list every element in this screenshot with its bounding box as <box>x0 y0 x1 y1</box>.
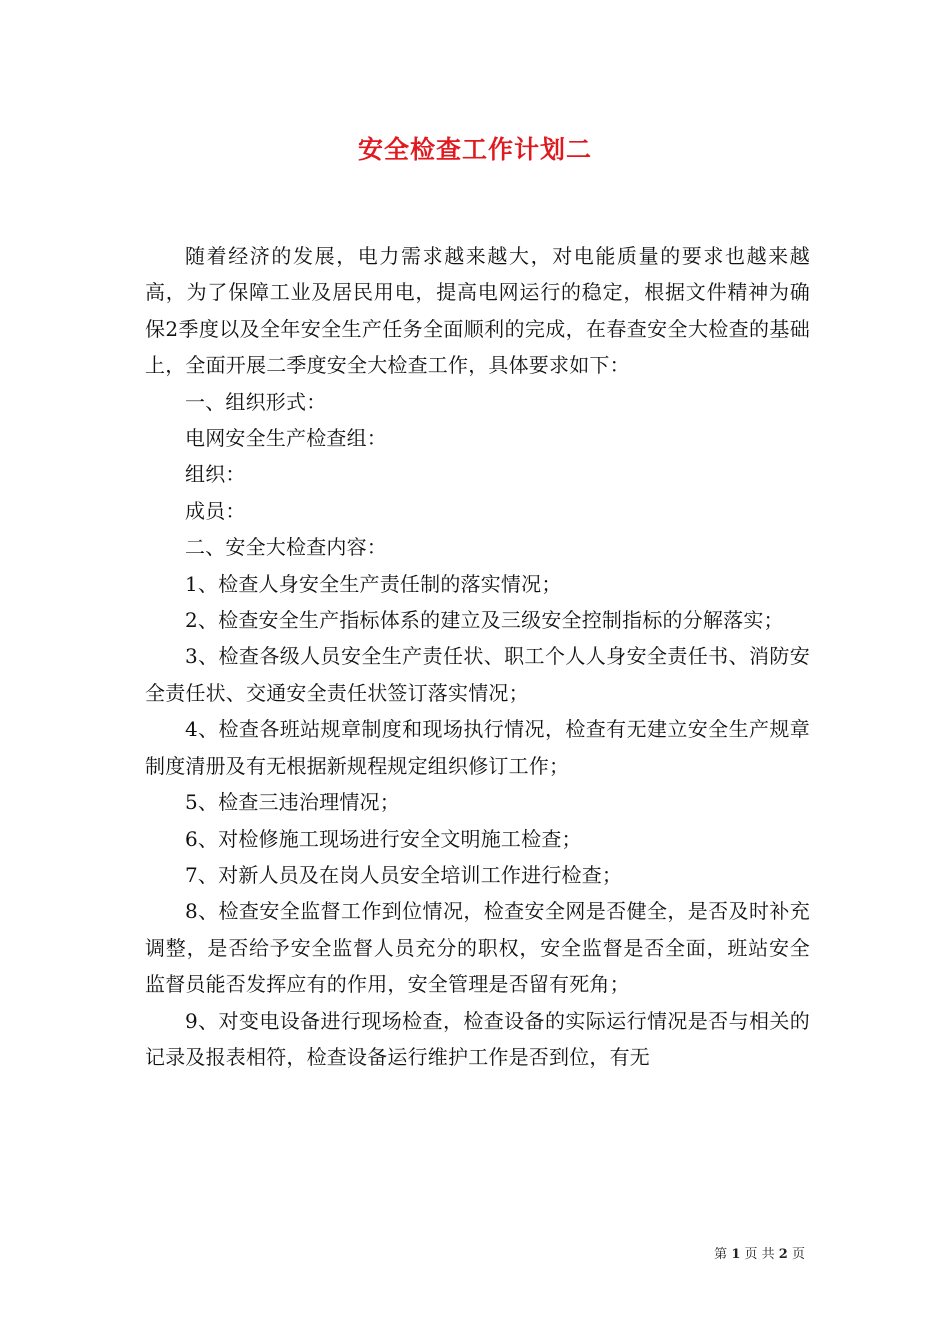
paragraph-organizer: 组织： <box>185 462 246 487</box>
section-heading-organization: 一、组织形式： <box>185 389 327 414</box>
list-item-9: 9、对变电设备进行现场检查，检查设备的实际运行情况是否与相关的记录及报表相符，检查设备运行维护工作是否到位，有无 <box>145 1008 810 1069</box>
list-item-2: 2、检查安全生产指标体系的建立及三级安全控制指标的分解落实； <box>185 608 784 633</box>
page-number-footer <box>0 1246 805 1264</box>
list-item-8: 8、检查安全监督工作到位情况，检查安全网是否健全，是否及时补充调整，是否给予安全监督人员充分的职权，安全监督是否全面，班站安全监督员能否发挥应有的作用，安全管理是否留有死角； <box>145 899 810 997</box>
paragraph-inspection-group: 电网安全生产检查组： <box>185 426 387 451</box>
footer-middle: 页 共 <box>744 1247 775 1262</box>
list-item-6: 6、对检修施工现场进行安全文明施工检查； <box>185 826 582 851</box>
footer-suffix: 页 <box>791 1247 805 1262</box>
list-item-4: 4、检查各班站规章制度和现场执行情况，检查有无建立安全生产规章制度清册及有无根据新规程规定组织修订工作； <box>145 717 810 778</box>
footer-prefix: 第 <box>714 1247 728 1262</box>
list-item-5: 5、检查三违治理情况； <box>185 790 400 815</box>
paragraph-intro: 随着经济的发展，电力需求越来越大，对电能质量的要求也越来越高，为了保障工业及居民用电，提高电网运行的稳定，根据文件精神为确保2季度以及全年安全生产任务全面顺利的完成，在春查安全大检查的基础上，全面开展二季度安全大检查工作，具体要求如下： <box>145 244 810 378</box>
footer-current-page: 1 <box>731 1247 741 1262</box>
paragraph-members: 成员： <box>185 498 246 523</box>
list-item-7: 7、对新人员及在岗人员安全培训工作进行检查； <box>185 862 623 887</box>
document-title: 安全检查工作计划二 <box>357 135 592 164</box>
footer-total-pages: 2 <box>778 1247 788 1262</box>
document-body <box>145 238 810 1075</box>
list-item-1: 1、检查人身安全生产责任制的落实情况； <box>185 571 562 596</box>
list-item-3: 3、检查各级人员安全生产责任状、职工个人人身安全责任书、消防安全责任状、交通安全责任状签订落实情况； <box>145 644 810 705</box>
section-heading-inspection-content: 二、安全大检查内容： <box>185 535 387 560</box>
